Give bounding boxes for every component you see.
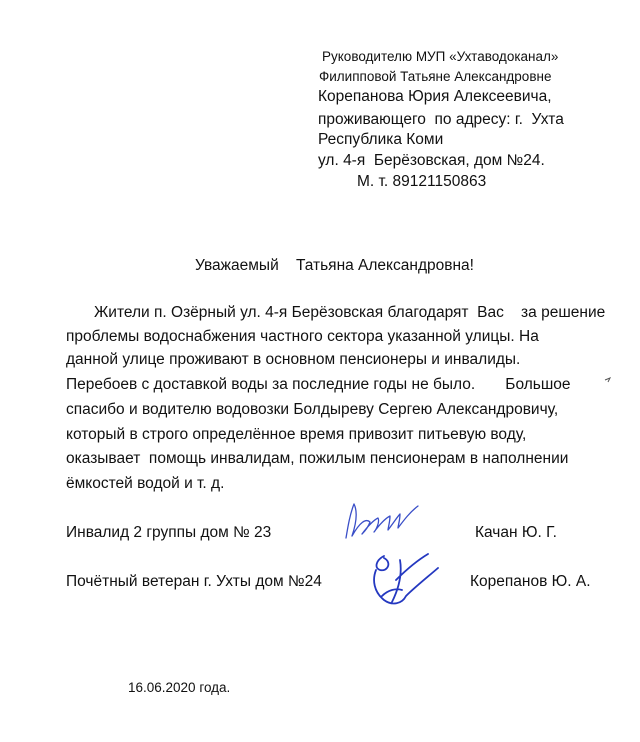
sender-address-line1: проживающего по адресу: г. Ухта bbox=[318, 111, 564, 128]
sender-name: Корепанова Юрия Алексеевича, bbox=[318, 88, 552, 105]
handwritten-signature-kachan bbox=[338, 492, 424, 550]
body-line: оказывает помощь инвалидам, пожилым пенсионерам в наполнении bbox=[66, 450, 569, 467]
body-line: Жители п. Озёрный ул. 4-я Берёзовская благодарят Вас за решение bbox=[94, 304, 606, 321]
stray-mark bbox=[604, 376, 612, 384]
sender-phone: М. т. 89121150863 bbox=[357, 173, 487, 190]
salutation: Уважаемый Татьяна Александровна! bbox=[195, 257, 474, 274]
body-line: проблемы водоснабжения частного сектора указанной улицы. На bbox=[66, 328, 539, 345]
recipient-position: Руководителю МУП «Ухтаводоканал» bbox=[322, 49, 559, 64]
body-line: ёмкостей водой и т. д. bbox=[66, 475, 225, 492]
signatory-name: Качан Ю. Г. bbox=[475, 524, 557, 541]
body-line: Перебоев с доставкой воды за последние годы не было. Большое bbox=[66, 376, 571, 393]
handwritten-signature-korepanov bbox=[366, 546, 448, 616]
signatory-name: Корепанов Ю. А. bbox=[470, 573, 591, 590]
body-line: спасибо и водителю водовозки Болдыреву Сергею Александровичу, bbox=[66, 401, 559, 418]
sender-address-line2: Республика Коми bbox=[318, 131, 444, 148]
body-line: данной улице проживают в основном пенсионеры и инвалиды. bbox=[66, 351, 521, 368]
sender-address-line3: ул. 4-я Берёзовская, дом №24. bbox=[318, 152, 545, 169]
body-line: который в строго определённое время привозит питьевую воду, bbox=[66, 426, 527, 443]
letter-date: 16.06.2020 года. bbox=[128, 680, 231, 695]
recipient-name: Филипповой Татьяне Александровне bbox=[319, 69, 552, 84]
signatory-role: Почётный ветеран г. Ухты дом №24 bbox=[66, 573, 322, 590]
signatory-role: Инвалид 2 группы дом № 23 bbox=[66, 524, 272, 541]
